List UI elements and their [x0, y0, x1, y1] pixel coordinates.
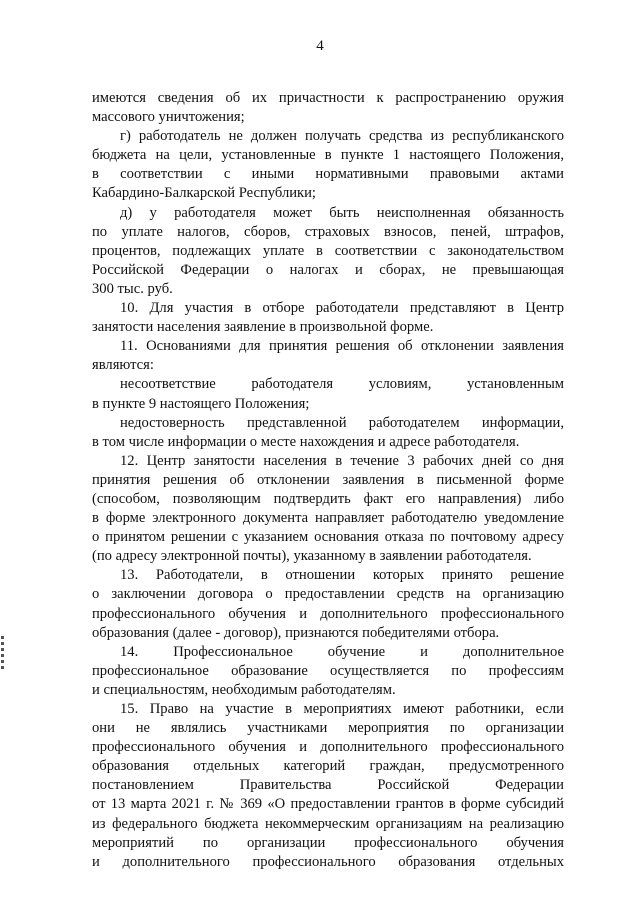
scan-edge-mark — [1, 636, 4, 670]
text-line: несоответствие работодателя условиям, установленным — [120, 376, 564, 393]
text-line: 15. Право на участие в мероприятиях имеют работники, если — [120, 701, 564, 717]
text-line: д) у работодателя может быть неисполненная обязанность — [120, 204, 564, 221]
text-line: и дополнительного профессионального образования отдельных — [92, 853, 564, 870]
text-line: по уплате налогов, сборов, страховых взносов, пеней, штрафов, — [92, 223, 564, 240]
document-body — [92, 89, 564, 872]
text-line: 300 тыс. руб. — [92, 280, 173, 297]
text-line: профессионального обучения и дополнительного профессионального — [92, 605, 564, 622]
text-line: г) работодатель не должен получать средства из республиканского — [120, 128, 564, 145]
text-line: из федерального бюджета некоммерческим организациям на реализацию — [92, 815, 564, 832]
text-line: в пункте 9 настоящего Положения; — [92, 395, 310, 412]
text-line: 14. Профессиональное обучение и дополнительное — [120, 643, 564, 660]
text-line: принятия решения об отклонении заявления в письменной форме — [92, 471, 564, 488]
text-line: процентов, подлежащих уплате в соответствии с законодательством — [92, 242, 564, 259]
text-line: в форме электронного документа направляет работодателю уведомление — [92, 510, 564, 527]
text-line: Кабардино-Балкарской Республики; — [92, 185, 316, 202]
text-line: в соответствии с иными нормативными правовыми актами — [92, 166, 564, 183]
text-line: о принятом решении с указанием основания отказа по почтовому адресу — [92, 529, 564, 546]
text-line: Российской Федерации о налогах и сборах, не превышающая — [92, 261, 564, 278]
text-line: они не являлись участниками мероприятия по организации — [92, 720, 564, 737]
text-line: мероприятий по организации профессионального обучения — [92, 834, 564, 851]
text-line: 10. Для участия в отборе работодатели представляют в Центр — [120, 300, 564, 317]
text-line: 13. Работодатели, в отношении которых принято решение — [120, 567, 564, 584]
text-line: в том числе информации о месте нахождения и адресе работодателя. — [92, 433, 520, 450]
text-line: профессионального обучения и дополнительного профессионального — [92, 739, 564, 756]
text-line: (по адресу электронной почты), указанному в заявлении работодателя. — [92, 548, 532, 565]
text-line: постановлением Правительства Российской Федерации — [92, 777, 564, 794]
text-line: массового уничтожения; — [92, 109, 245, 126]
text-line: имеются сведения об их причастности к распространению оружия — [92, 90, 564, 106]
text-line: 11. Основаниями для принятия решения об отклонении заявления — [120, 338, 564, 355]
page-number: 4 — [316, 38, 324, 54]
text-line: недостоверность представленной работодателем информации, — [120, 414, 564, 431]
text-line: от 13 марта 2021 г. № 369 «О предоставлении грантов в форме субсидий — [92, 796, 564, 813]
text-line: являются: — [92, 357, 154, 374]
text-line: профессиональное образование осуществляется по профессиям — [92, 662, 564, 679]
text-line: о заключении договора о предоставлении средств на организацию — [92, 586, 564, 603]
text-line: образования отдельных категорий граждан, предусмотренного — [92, 758, 564, 775]
text-line: образования (далее - договор), признаются победителями отбора. — [92, 624, 500, 641]
text-line: занятости населения заявление в произвольной форме. — [92, 319, 434, 336]
text-line: бюджета на цели, установленные в пункте 1 настоящего Положения, — [92, 147, 564, 164]
text-line: и специальностям, необходимым работодателям. — [92, 681, 396, 698]
text-line: (способом, позволяющим подтвердить факт его направления) либо — [92, 490, 564, 507]
text-line: 12. Центр занятости населения в течение 3 рабочих дней со дня — [120, 452, 564, 469]
